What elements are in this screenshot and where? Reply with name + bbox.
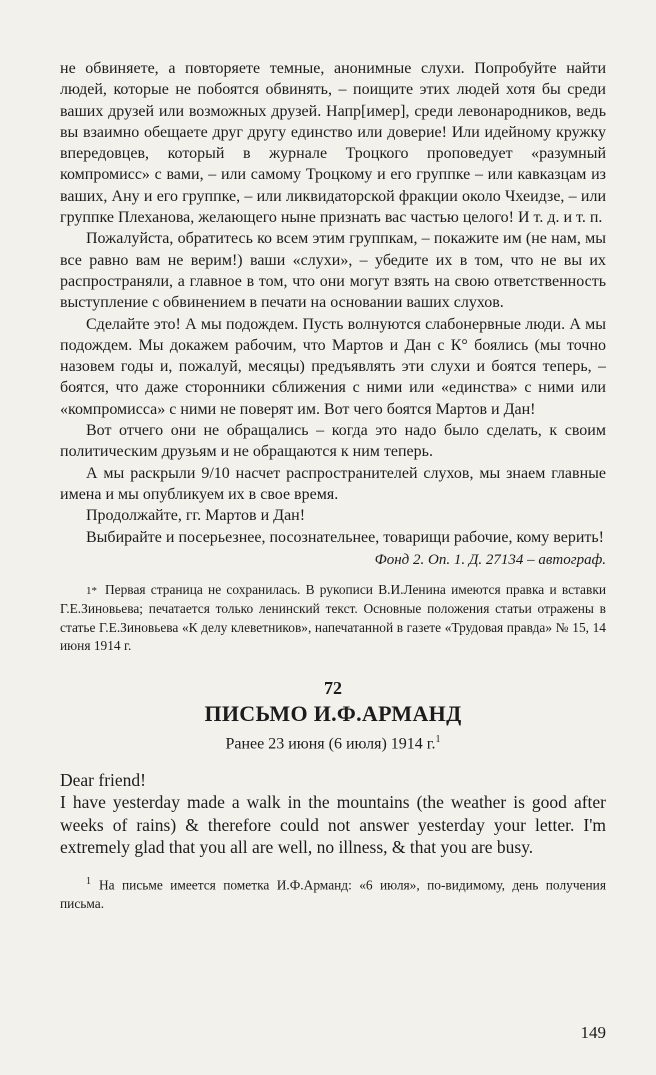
footnote-mark: 1* [86, 584, 97, 597]
letter-salutation: Dear friend! [60, 769, 146, 790]
page-number: 149 [580, 1023, 606, 1042]
paragraph: Продолжайте, гг. Мартов и Дан! [86, 507, 306, 525]
article-text [60, 58, 606, 548]
document-number: 72 [324, 678, 342, 699]
footnote-text: Первая страница не сохранилась. В рукописи В.И.Ленина имеются правка и вставки Г.Е.Зиновьева; печатается только ленинский текст. Основные положения статьи отражены в статье Г.Е.Зиновьева «К делу клеветников», напечатанной в газете «Трудовая правда» № 15, 14 июня 1914 г. [60, 581, 606, 654]
paragraph: Вот отчего они не обращались – когда это надо было сделать, к своим политическим друзьям и не обращаются к ним теперь. [60, 422, 606, 461]
footnote-text: На письме имеется пометка И.Ф.Арманд: «6 июля», по-видимому, день получения письма. [60, 877, 606, 911]
document-title: ПИСЬМО И.Ф.АРМАНД [204, 701, 462, 727]
footnote-2 [60, 873, 606, 913]
date-text: Ранее 23 июня (6 июля) 1914 г. [225, 735, 436, 753]
paragraph: Пожалуйста, обратитесь ко всем этим группкам, – покажите им (не нам, мы все равно вам не верим!) ваши «слухи», – убедите их в том, что не вы их распространяли, а главное в том, что они могут взять на свою ответственность выступление с обвинением в печати на основании ваших слухов. [60, 230, 606, 312]
paragraph: Сделайте это! А мы подождем. Пусть волнуются слабонервные люди. А мы подождем. Мы докажем рабочим, что Мартов и Дан с К° боялись (мы точно назовем годы и, пожалуй, месяцы) предъявлять эти слухи и боятся теперь, – боятся, что даже сторонники сближения с ними или «единства» с ними или «компромисса» с ними не поверят им. Вот чего боятся Мартов и Дан! [60, 315, 606, 418]
paragraph: А мы раскрыли 9/10 насчет распространителей слухов, мы знаем главные имена и мы опубликуем их в свое время. [60, 464, 606, 503]
letter-text [60, 769, 606, 859]
letter-paragraph: I have yesterday made a walk in the mountains (the weather is good after weeks of rains) & therefore could not answer yesterday your letter. I'm extremely glad that you all are well, no illness, & that you are busy. [60, 792, 606, 858]
footnote-mark: 1 [86, 875, 91, 887]
paragraph: не обвиняете, а повторяете темные, анонимные слухи. Попробуйте найти людей, которые не побоятся обвинять, – поищите этих людей хотя бы среди ваших друзей или возможных друзей. Напр[имер], среди левонародников, ведь вы взаимно обещаете друг другу единство или доверие! Или идейному кружку впередовцев, который в журнале Троцкого проповедует «разумный компромисс» с вами, – или самому Троцкому и его группке – или кавказцам из ваших, Ану и его группке, – или ликвидаторской фракции около Чхеидзе, – или группке Плеханова, желающего ныне признать вас частью целого! И т. д. и т. п. [60, 60, 606, 227]
archive-source: Фонд 2. Оп. 1. Д. 27134 – автограф. [374, 551, 606, 568]
date-footnote-mark: 1 [435, 734, 441, 746]
footnote-1 [60, 581, 606, 656]
page-content [60, 58, 606, 913]
document-date [60, 729, 606, 754]
paragraph: Выбирайте и посерьезнее, посознательнее, товарищи рабочие, кому верить! [86, 528, 604, 546]
